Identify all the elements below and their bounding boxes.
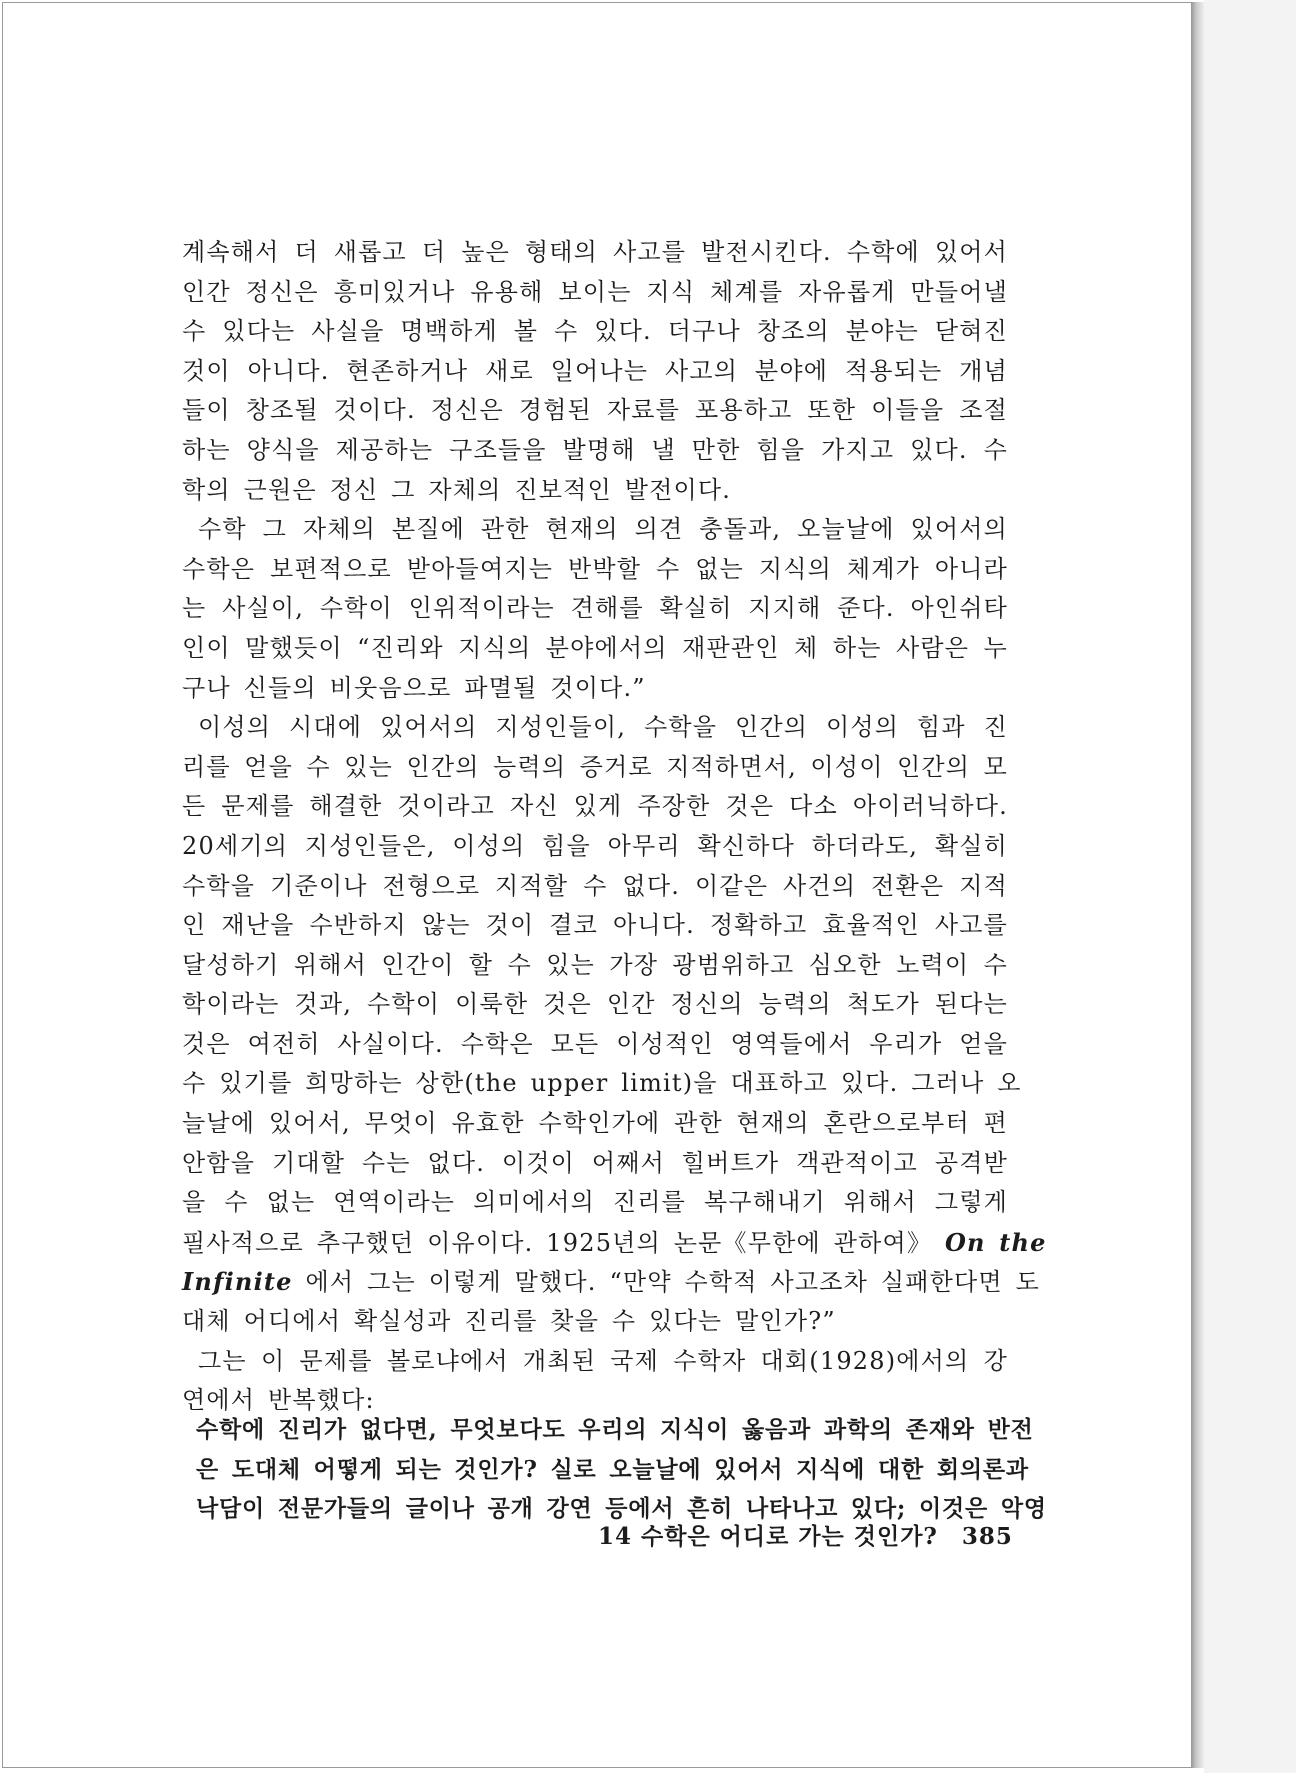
text-line: 구나 신들의 비웃음으로 파멸될 것이다.” — [182, 673, 646, 702]
text-line: 든 문제를 해결한 것이라고 자신 있게 주장한 것은 다소 아이러닉하다. — [182, 792, 1008, 821]
page-number: 385 — [961, 1523, 1013, 1550]
text-line: 것이 아니다. 현존하거나 새로 일어나는 사고의 분야에 적용되는 개념 — [182, 356, 1008, 385]
text-line: 수학 그 자체의 본질에 관한 현재의 의견 충돌과, 오늘날에 있어서의 — [198, 515, 1008, 544]
text-line: 수학을 기준이나 전형으로 지적할 수 없다. 이같은 사건의 전환은 지적 — [182, 871, 1008, 900]
chapter-title: 14 수학은 어디로 가는 것인가? — [598, 1523, 938, 1550]
text-line: 안함을 기대할 수는 없다. 이것이 어째서 힐버트가 객관적이고 공격받 — [182, 1148, 1008, 1177]
text-line: 것은 여전히 사실이다. 수학은 모든 이성적인 영역들에서 우리가 얻을 — [182, 1029, 1008, 1058]
text-line: 인간 정신은 흥미있거나 유용해 보이는 지식 체계를 자유롭게 만들어낼 — [182, 277, 1008, 306]
text-line: 대체 어디에서 확실성과 진리를 찾을 수 있다는 말인가?” — [182, 1307, 836, 1336]
quote-line: 은 도대체 어떻게 되는 것인가? 실로 오늘날에 있어서 지식에 대한 회의론과 — [196, 1455, 1029, 1483]
text-line: 수 있다는 사실을 명백하게 볼 수 있다. 더구나 창조의 분야는 닫혀진 — [182, 317, 1008, 346]
text-line: 20세기의 지성인들은, 이성의 힘을 아무리 확신하다 하더라도, 확실히 — [182, 831, 1008, 860]
block-quote — [196, 1410, 1047, 1529]
text-line: 을 수 없는 연역이라는 의미에서의 진리를 복구해내기 위해서 그렇게 — [182, 1188, 1008, 1217]
body-text — [182, 233, 1047, 1421]
quote-line: 낙담이 전문가들의 글이나 공개 강연 등에서 흔히 나타나고 있다; 이것은 악영 — [196, 1495, 1047, 1522]
text-line: 학이라는 것과, 수학이 이룩한 것은 인간 정신의 능력의 척도가 된다는 — [182, 990, 1008, 1019]
text-line: 학의 근원은 정신 그 자체의 진보적인 발전이다. — [182, 475, 732, 504]
text-line: 수학은 보편적으로 받아들여지는 반박할 수 없는 지식의 체계가 아니라 — [182, 554, 1008, 583]
text-line: 는 사실이, 수학이 인위적이라는 견해를 확실히 지지해 준다. 아인쉬타 — [182, 594, 1008, 623]
text-line: 인이 말했듯이 “진리와 지식의 분야에서의 재판관인 체 하는 사람은 누 — [182, 633, 1008, 662]
text-line — [182, 1223, 1047, 1263]
background-margin — [1204, 0, 1296, 1773]
text-line: 계속해서 더 새롭고 더 높은 형태의 사고를 발전시킨다. 수학에 있어서 — [182, 238, 1008, 266]
text-segment: 필사적으로 추구했던 이유이다. 1925년의 논문《무한에 관하여》 — [182, 1228, 933, 1257]
text-line: 인 재난을 수반하지 않는 것이 결코 아니다. 정확하고 효율적인 사고를 — [182, 911, 1008, 940]
text-line: 수 있기를 희망하는 상한(the upper limit)을 대표하고 있다. 그러나 오 — [182, 1069, 1022, 1098]
text-line: 늘날에 있어서, 무엇이 유효한 수학인가에 관한 현재의 혼란으로부터 편 — [182, 1109, 1008, 1138]
italic-title: On the — [944, 1227, 1047, 1257]
text-segment: 에서 그는 이렇게 말했다. “만약 수학적 사고조차 실패한다면 도 — [305, 1268, 1041, 1297]
text-line: 리를 얻을 수 있는 인간의 능력의 증거로 지적하면서, 이성이 인간의 모 — [182, 752, 1008, 781]
text-line: 하는 양식을 제공하는 구조들을 발명해 낼 만한 힘을 가지고 있다. 수 — [182, 435, 1008, 464]
text-line: 들이 창조될 것이다. 정신은 경험된 자료를 포용하고 또한 이들을 조절 — [182, 396, 1008, 425]
text-line — [182, 1262, 1041, 1302]
text-line: 연에서 반복했다: — [182, 1386, 375, 1415]
text-line: 달성하기 위해서 인간이 할 수 있는 가장 광범위하고 심오한 노력이 수 — [182, 950, 1008, 979]
italic-title: Infinite — [182, 1267, 293, 1297]
page-edge-shadow — [1190, 2, 1204, 1768]
text-line: 그는 이 문제를 볼로냐에서 개최된 국제 수학자 대회(1928)에서의 강 — [198, 1346, 1008, 1375]
quote-line: 수학에 진리가 없다면, 무엇보다도 우리의 지식이 옳음과 과학의 존재와 반전 — [196, 1416, 1034, 1443]
running-footer — [598, 1518, 1013, 1551]
text-line: 이성의 시대에 있어서의 지성인들이, 수학을 인간의 이성의 힘과 진 — [198, 713, 1008, 742]
